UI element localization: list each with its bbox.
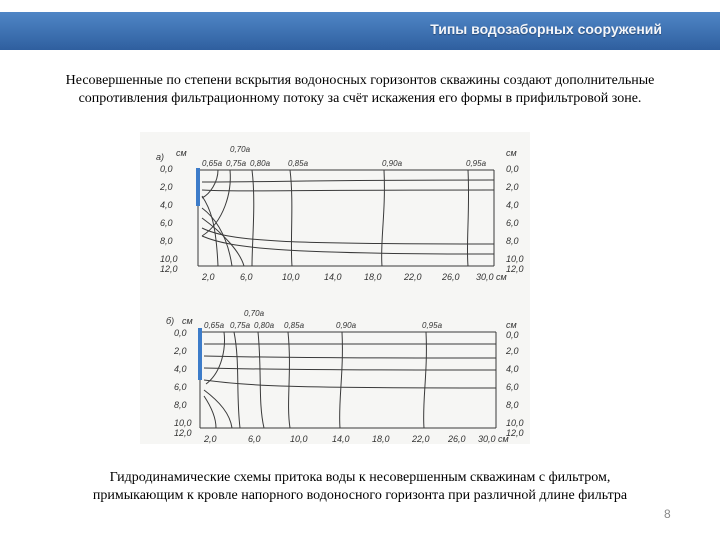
tick: 30,0 см: [478, 434, 509, 444]
tick: 26,0: [442, 272, 460, 282]
tick: 10,0: [282, 272, 300, 282]
flow-label: 0,75a: [226, 159, 247, 168]
tick: 4,0: [506, 364, 519, 374]
tick: 2,0: [506, 182, 519, 192]
flow-label: 0,95a: [422, 321, 443, 330]
tick: 8,0: [506, 400, 519, 410]
diagram-a-y-left: [159, 164, 178, 274]
tick: 22,0: [404, 272, 422, 282]
tick: 2,0: [202, 272, 215, 282]
diagram-a: [156, 145, 524, 282]
flow-label: 0,70a: [244, 309, 265, 318]
page-number: 8: [664, 507, 671, 521]
tick: 22,0: [412, 434, 430, 444]
figure-caption: Гидродинамические схемы притока воды к несовершенным скважинам с фильтром, примыкающим к кровле напорного водоносного горизонта при различной длине фильтра: [92, 470, 628, 503]
flow-label: 0,90a: [382, 159, 403, 168]
tick: 6,0: [506, 382, 519, 392]
diagram-b-y-left: [173, 328, 192, 438]
tick: 18,0: [372, 434, 390, 444]
flow-label: 0,85a: [284, 321, 305, 330]
tick: 0,0: [506, 164, 519, 174]
flow-label: 0,65a: [204, 321, 225, 330]
flow-label: 0,70a: [230, 145, 251, 154]
flow-label: 0,65a: [202, 159, 223, 168]
flow-label: 0,80a: [250, 159, 271, 168]
diagram-a-filter: [196, 168, 200, 206]
tick: 0,0: [174, 328, 187, 338]
slide-title: Типы водозаборных сооружений: [430, 21, 662, 37]
tick: 26,0: [448, 434, 466, 444]
diagram-a-left-unit: см: [176, 148, 187, 158]
flow-label: 0,90a: [336, 321, 357, 330]
tick: 6,0: [506, 218, 519, 228]
tick: 12,0: [506, 428, 524, 438]
tick: 14,0: [324, 272, 342, 282]
diagram-b-left-unit: см: [182, 316, 193, 326]
tick: 18,0: [364, 272, 382, 282]
diagram-a-x-axis: [201, 272, 507, 282]
tick: 30,0 см: [476, 272, 507, 282]
diagram-b-x-axis: [203, 434, 509, 444]
tick: 12,0: [174, 428, 192, 438]
tick: 2,0: [204, 434, 217, 444]
diagram-a-right-unit: см: [506, 148, 517, 158]
flow-diagrams-svg: [140, 132, 530, 444]
tick: 6,0: [240, 272, 253, 282]
tick: 4,0: [174, 364, 187, 374]
tick: 4,0: [506, 200, 519, 210]
tick: 10,0: [160, 254, 178, 264]
diagram-b-flow-labels: [204, 309, 443, 330]
diagram-b-lines: [200, 332, 496, 428]
tick: 8,0: [174, 400, 187, 410]
tick: 6,0: [174, 382, 187, 392]
tick: 2,0: [174, 346, 187, 356]
flow-diagram-figure: [140, 132, 530, 444]
tick: 10,0: [290, 434, 308, 444]
tick: 8,0: [160, 236, 173, 246]
tick: 6,0: [160, 218, 173, 228]
flow-label: 0,75a: [230, 321, 251, 330]
tick: 12,0: [160, 264, 178, 274]
diagram-b-filter: [198, 328, 202, 380]
diagram-a-flow-labels: [202, 145, 487, 168]
diagram-b-panel-label: б): [166, 316, 175, 326]
tick: 10,0: [506, 418, 524, 428]
diagram-a-y-right: [505, 164, 524, 274]
diagram-a-lines: [198, 170, 494, 266]
tick: 14,0: [332, 434, 350, 444]
flow-label: 0,85a: [288, 159, 309, 168]
diagram-b: [166, 309, 524, 444]
tick: 4,0: [160, 200, 173, 210]
diagram-b-y-right: [505, 330, 524, 438]
tick: 10,0: [506, 254, 524, 264]
tick: 6,0: [248, 434, 261, 444]
diagram-b-right-unit: см: [506, 320, 517, 330]
diagram-a-panel-label: а): [156, 152, 165, 162]
tick: 8,0: [506, 236, 519, 246]
tick: 12,0: [506, 264, 524, 274]
tick: 2,0: [506, 346, 519, 356]
tick: 0,0: [506, 330, 519, 340]
flow-label: 0,80a: [254, 321, 275, 330]
intro-text: Несовершенные по степени вскрытия водоносных горизонтов скважины создают дополнительные сопротивления фильтрационному потоку за счёт искажения его формы в прифильтровой зоне.: [65, 73, 655, 106]
tick: 0,0: [160, 164, 173, 174]
flow-label: 0,95a: [466, 159, 487, 168]
tick: 10,0: [174, 418, 192, 428]
tick: 2,0: [160, 182, 173, 192]
